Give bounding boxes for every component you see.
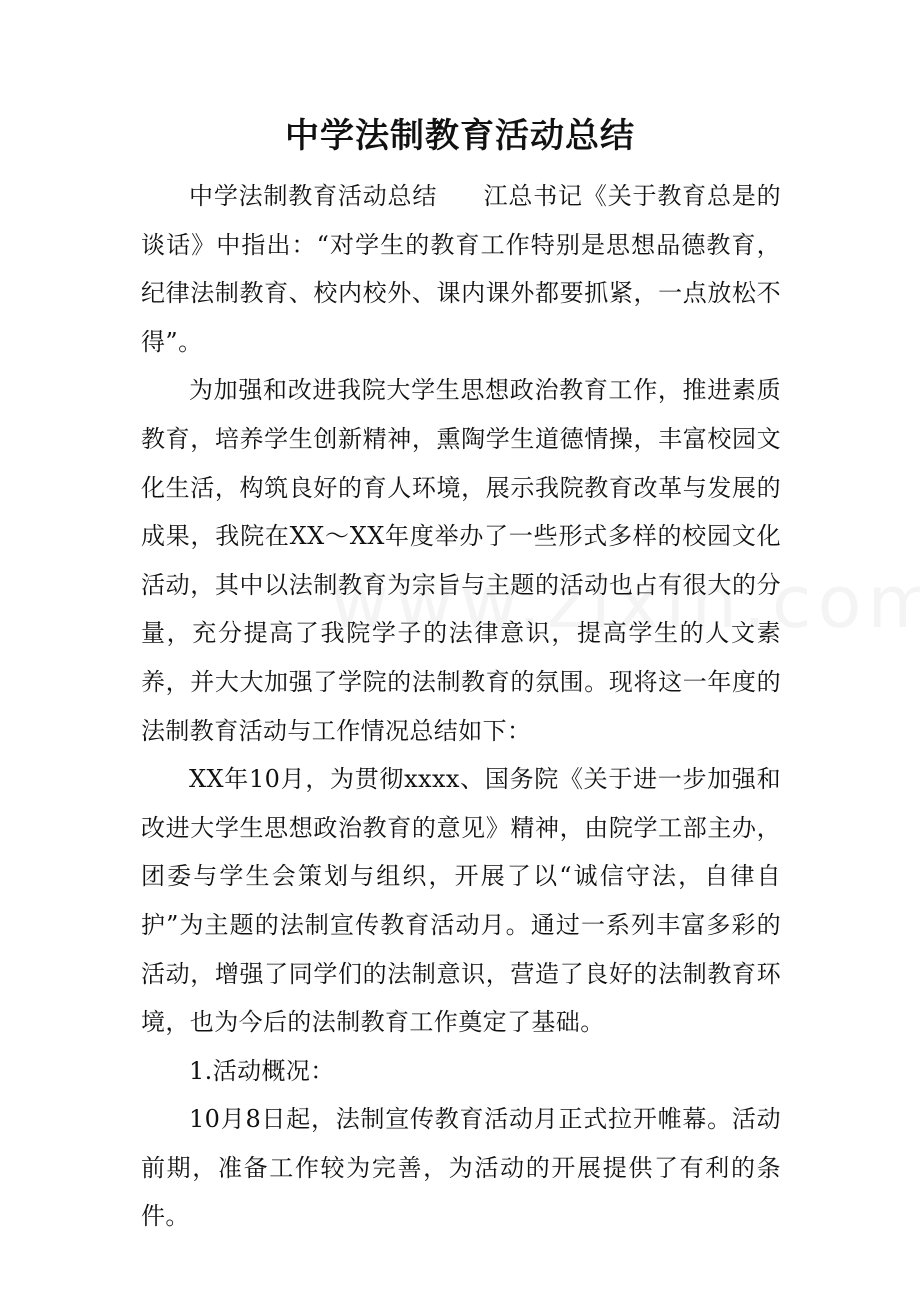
paragraph-lead: 中学法制教育活动总结 — [189, 182, 438, 210]
paragraph-text: 江总书记《关于教育总是的谈话》中指出：“对学生的教育工作特别是思想品德教育，纪律法制教育、校内校外、课内课外都要抓紧，一点放松不得”。 — [141, 182, 781, 356]
paragraph-event: XX年10月，为贯彻xxxx、国务院《关于进一步加强和改进大学生思想政治教育的意见》精神，由院学工部主办，团委与学生会策划与组织，开展了以“诚信守法，自律自护”为主题的法制宣传教育活动月。通过一系列丰富多彩的活动，增强了同学们的法制意识，营造了良好的法制教育环境，也为今后的法制教育工作奠定了基础。 — [141, 765, 781, 1037]
paragraph-overview: 10月8日起，法制宣传教育活动月正式拉开帷幕。活动前期，准备工作较为完善，为活动的开展提供了有利的条件。 — [141, 1105, 781, 1231]
document-title: 中学法制教育活动总结 — [285, 116, 635, 156]
section-heading: 1.活动概况： — [189, 1056, 335, 1085]
paragraph-intro — [141, 172, 781, 366]
document-body — [141, 172, 781, 1241]
paragraph-background: 为加强和改进我院大学生思想政治教育工作，推进素质教育，培养学生创新精神，熏陶学生道德情操，丰富校园文化生活，构筑良好的育人环境，展示我院教育改革与发展的成果，我院在XX～XX年度举办了一些形式多样的校园文化活动，其中以法制教育为宗旨与主题的活动也占有很大的分量，充分提高了我院学子的法律意识，提高学生的人文素养，并大大加强了学院的法制教育的氛围。现将这一年度的法制教育活动与工作情况总结如下： — [141, 376, 781, 745]
